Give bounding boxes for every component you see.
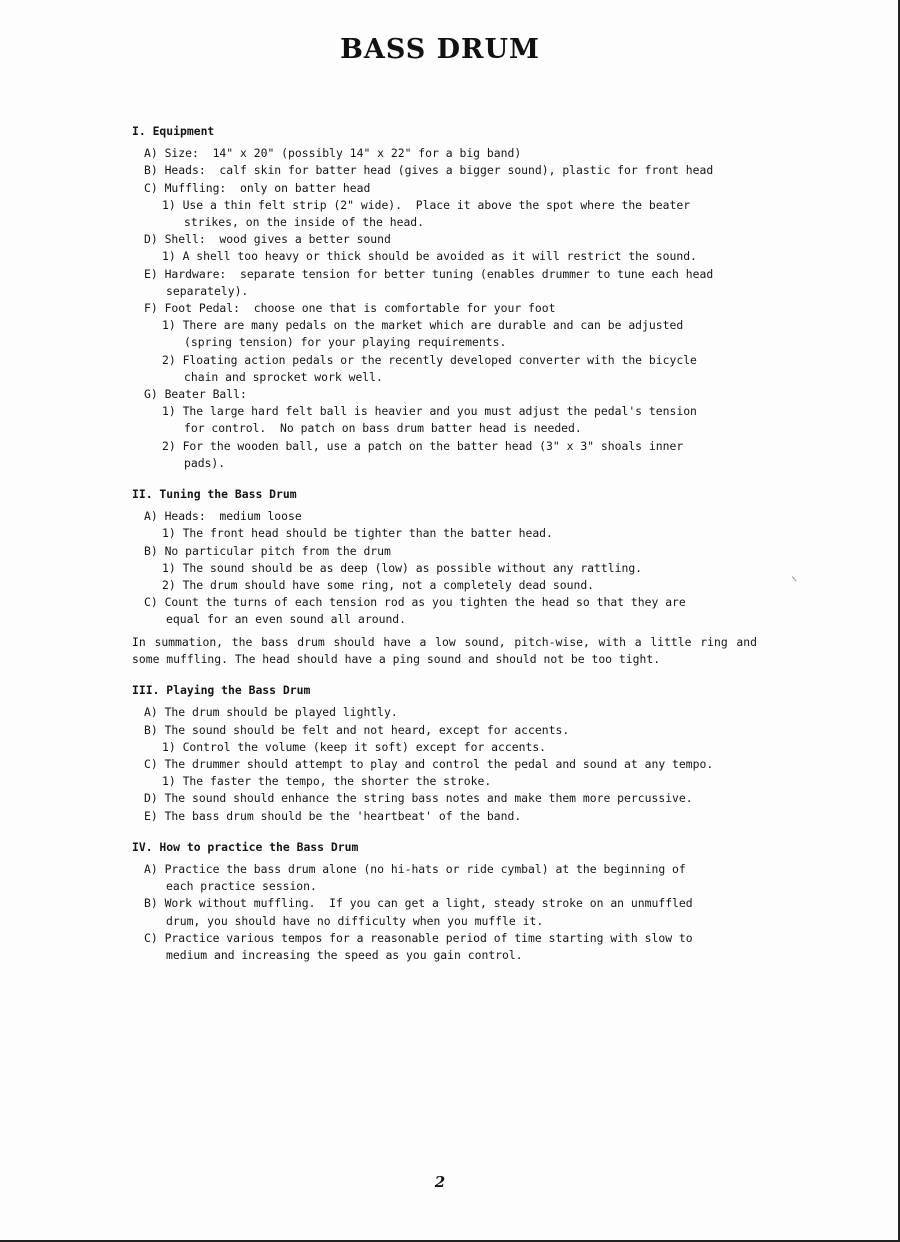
section-heading: I. Equipment (132, 124, 215, 138)
list-item: A) The drum should be played lightly. (144, 705, 398, 720)
list-item: C) The drummer should attempt to play and control the pedal and sound at any tempo. (144, 756, 714, 771)
page-number: 2 (434, 1173, 446, 1191)
list-subitem: 1) The large hard felt ball is heavier and you must adjust the pedal's tension (162, 404, 697, 419)
list-item: B) The sound should be felt and not heard, except for accents. (144, 722, 570, 737)
list-subitem-continuation: chain and sprocket work well. (184, 369, 383, 384)
section-equipment (132, 123, 772, 472)
list-item: G) Beater Ball: (144, 387, 247, 402)
list-item-continuation: drum, you should have no difficulty when you muffle it. (166, 913, 544, 928)
list-item: A) Size: 14" x 20" (possibly 14" x 22" for a big band) (144, 146, 522, 161)
document-body (132, 123, 772, 964)
list-subitem: 1) Use a thin felt strip (2" wide). Place it above the spot where the beater (162, 197, 691, 212)
list-subitem: 1) Control the volume (keep it soft) except for accents. (162, 739, 547, 754)
list-subitem: 2) For the wooden ball, use a patch on the batter head (3" x 3" shoals inner (162, 438, 684, 453)
list-item-continuation: separately). (166, 283, 249, 298)
section-tuning (132, 486, 772, 668)
list-item: C) Count the turns of each tension rod as you tighten the head so that they are (144, 595, 686, 610)
list-item: B) Work without muffling. If you can get a light, steady stroke on an unmuffled (144, 896, 693, 911)
section-heading: IV. How to practice the Bass Drum (132, 839, 359, 854)
list-item-continuation: equal for an even sound all around. (166, 612, 407, 627)
list-item: B) No particular pitch from the drum (144, 543, 391, 558)
list-subitem: 2) The drum should have some ring, not a completely dead sound. (162, 578, 595, 593)
list-item: C) Muffling: only on batter head (144, 180, 371, 195)
list-subitem-continuation: (spring tension) for your playing requirements. (184, 335, 507, 350)
list-subitem: 1) A shell too heavy or thick should be avoided as it will restrict the sound. (162, 249, 697, 264)
list-item: E) Hardware: separate tension for better tuning (enables drummer to tune each head (144, 266, 714, 281)
list-item: D) The sound should enhance the string bass notes and make them more percussive. (144, 791, 693, 806)
page-title: BASS DRUM (340, 34, 540, 65)
section-practice (132, 839, 772, 964)
section-heading: II. Tuning the Bass Drum (132, 487, 297, 502)
scan-speck (792, 572, 801, 581)
list-item: A) Heads: medium loose (144, 509, 302, 524)
list-item-continuation: medium and increasing the speed as you gain control. (166, 947, 523, 962)
section-heading: III. Playing the Bass Drum (132, 683, 311, 698)
list-subitem: 1) The sound should be as deep (low) as possible without any rattling. (162, 560, 643, 575)
section-playing (132, 682, 772, 825)
list-subitem: 1) The front head should be tighter than the batter head. (162, 526, 553, 541)
list-subitem: 1) There are many pedals on the market which are durable and can be adjusted (162, 318, 684, 333)
list-subitem-continuation: strikes, on the inside of the head. (184, 215, 425, 230)
list-subitem: 2) Floating action pedals or the recently developed converter with the bicycle (162, 352, 697, 367)
list-item: D) Shell: wood gives a better sound (144, 232, 391, 247)
list-subitem: 1) The faster the tempo, the shorter the stroke. (162, 774, 492, 789)
list-item: A) Practice the bass drum alone (no hi-hats or ride cymbal) at the beginning of (144, 861, 686, 876)
summary-paragraph: In summation, the bass drum should have a low sound, pitch-wise, with a little ring and some muffling. The head should have a ping sound and should not be too tight. (132, 634, 757, 666)
list-item: C) Practice various tempos for a reasonable period of time starting with slow to (144, 930, 693, 945)
list-item-continuation: each practice session. (166, 879, 317, 894)
list-subitem-continuation: pads). (184, 455, 226, 470)
list-subitem-continuation: for control. No patch on bass drum batter head is needed. (184, 421, 582, 436)
list-item: F) Foot Pedal: choose one that is comfortable for your foot (144, 301, 556, 316)
list-item: E) The bass drum should be the 'heartbeat' of the band. (144, 808, 522, 823)
list-item: B) Heads: calf skin for batter head (gives a bigger sound), plastic for front head (144, 163, 714, 178)
